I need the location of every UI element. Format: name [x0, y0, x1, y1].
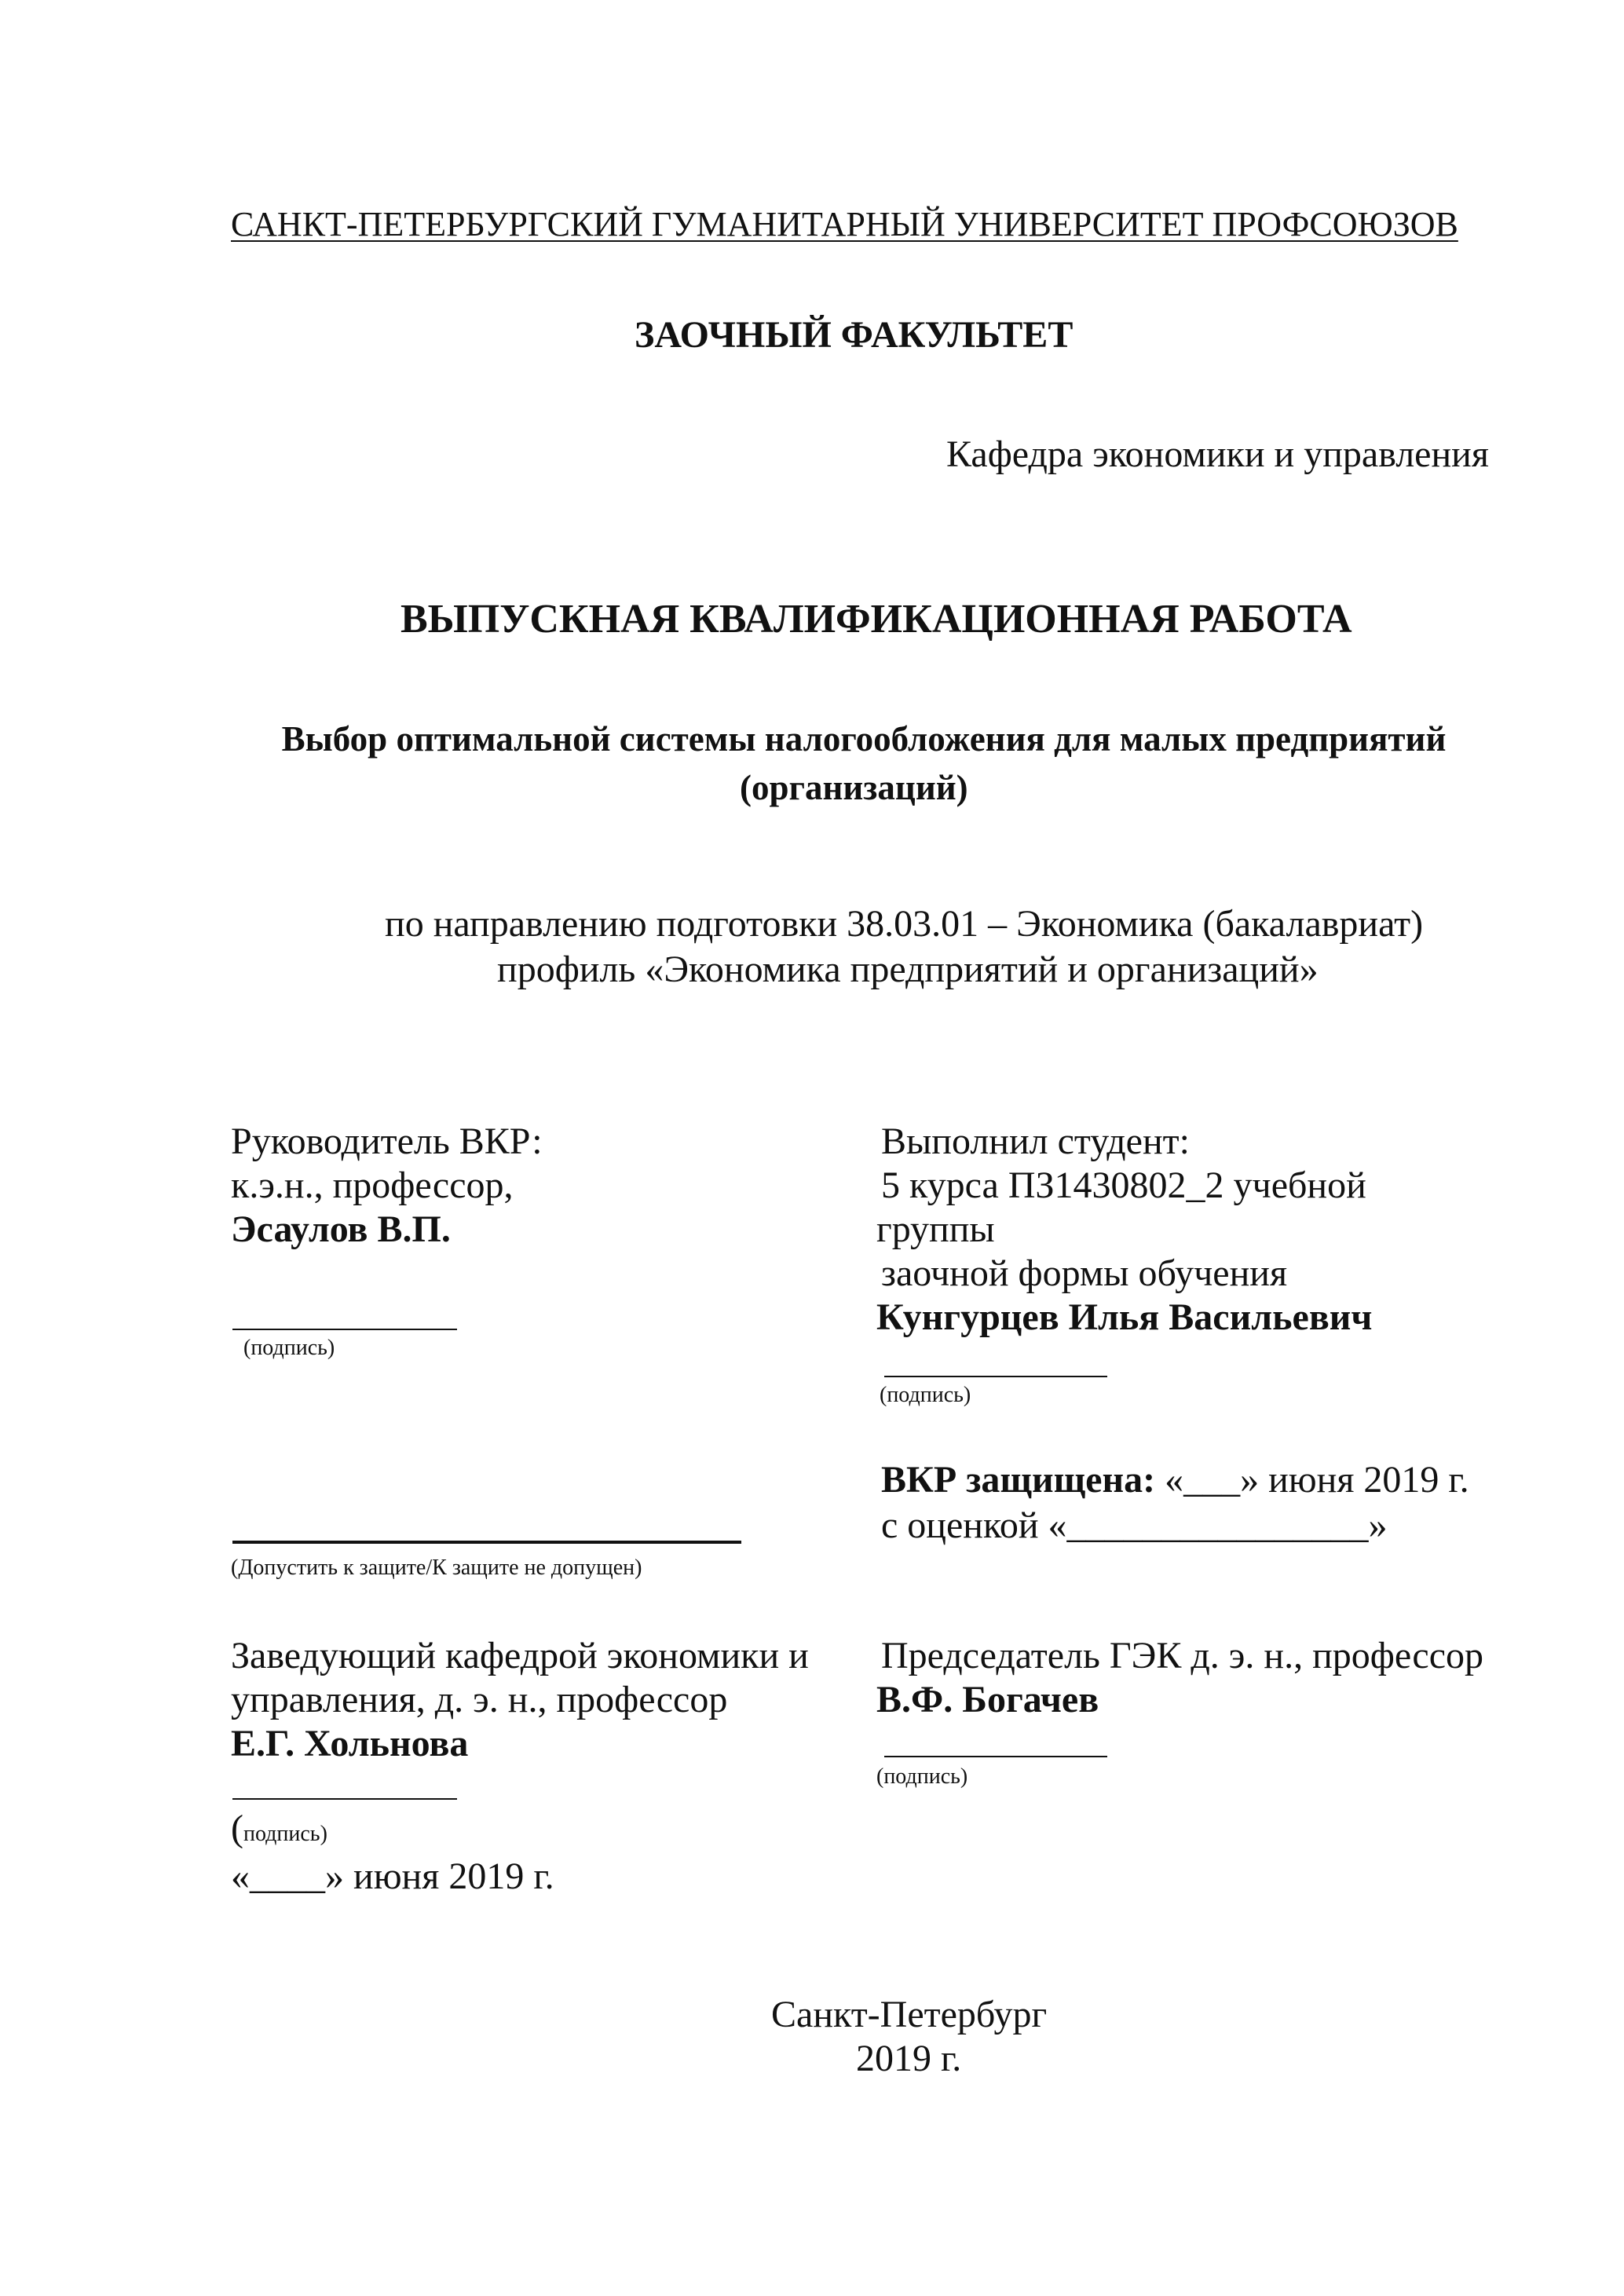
defense-label: ВКР защищена:	[881, 1459, 1156, 1501]
head-signature-caption	[231, 1806, 327, 1852]
head-position-line1: Заведующий кафедрой экономики и	[231, 1635, 809, 1676]
chairman-name: В.Ф. Богачев	[876, 1679, 1099, 1720]
footer-city: Санкт-Петербург	[771, 1994, 1048, 2035]
defense-line	[881, 1457, 1469, 1503]
student-group: группы	[876, 1208, 995, 1250]
student-label: Выполнил студент:	[881, 1121, 1190, 1162]
head-caption-paren: (	[231, 1808, 243, 1849]
work-title-line1: Выбор оптимальной системы налогообложения для малых предприятий	[281, 719, 1447, 759]
defense-date: «___» июня 2019 г.	[1155, 1459, 1469, 1501]
student-name: Кунгурцев Илья Васильевич	[876, 1296, 1373, 1338]
university-name: САНКТ-ПЕТЕРБУРГСКИЙ ГУМАНИТАРНЫЙ УНИВЕРСИТЕТ ПРОФСОЮЗОВ	[231, 205, 1458, 243]
admission-caption: (Допустить к защите/К защите не допущен)	[231, 1556, 642, 1580]
supervisor-label: Руководитель ВКР:	[231, 1121, 543, 1162]
head-caption-word: подпись)	[243, 1822, 327, 1846]
supervisor-name: Эсаулов В.П.	[231, 1208, 451, 1250]
direction-line2: профиль «Экономика предприятий и организаций»	[497, 949, 1319, 990]
chairman-signature-caption: (подпись)	[876, 1764, 968, 1789]
work-type: ВЫПУСКНАЯ КВАЛИФИКАЦИОННАЯ РАБОТА	[401, 597, 1352, 642]
admission-decision-line	[232, 1541, 741, 1544]
supervisor-signature-caption: (подпись)	[243, 1336, 335, 1360]
work-title-line2: (организаций)	[740, 768, 968, 807]
direction-line1: по направлению подготовки 38.03.01 – Экономика (бакалавриат)	[385, 903, 1424, 945]
head-position-line2: управления, д. э. н., профессор	[231, 1679, 728, 1720]
student-course: 5 курса ПЗ1430802_2 учебной	[881, 1164, 1366, 1206]
supervisor-degree: к.э.н., профессор,	[231, 1164, 514, 1206]
student-study-form: заочной формы обучения	[881, 1252, 1288, 1294]
department-name: Кафедра экономики и управления	[946, 433, 1489, 475]
supervisor-signature-line	[232, 1329, 457, 1330]
head-signature-line	[232, 1798, 457, 1800]
head-date: «____» июня 2019 г.	[231, 1855, 554, 1897]
chairman-signature-line	[884, 1756, 1107, 1757]
student-signature-line	[884, 1376, 1107, 1377]
student-signature-caption: (подпись)	[880, 1383, 971, 1407]
head-name: Е.Г. Хольнова	[231, 1723, 469, 1764]
faculty-name: ЗАОЧНЫЙ ФАКУЛЬТЕТ	[635, 314, 1074, 356]
defense-grade: с оценкой «________________»	[881, 1504, 1388, 1546]
footer-year: 2019 г.	[856, 2038, 962, 2079]
chairman-position: Председатель ГЭК д. э. н., профессор	[881, 1635, 1483, 1676]
